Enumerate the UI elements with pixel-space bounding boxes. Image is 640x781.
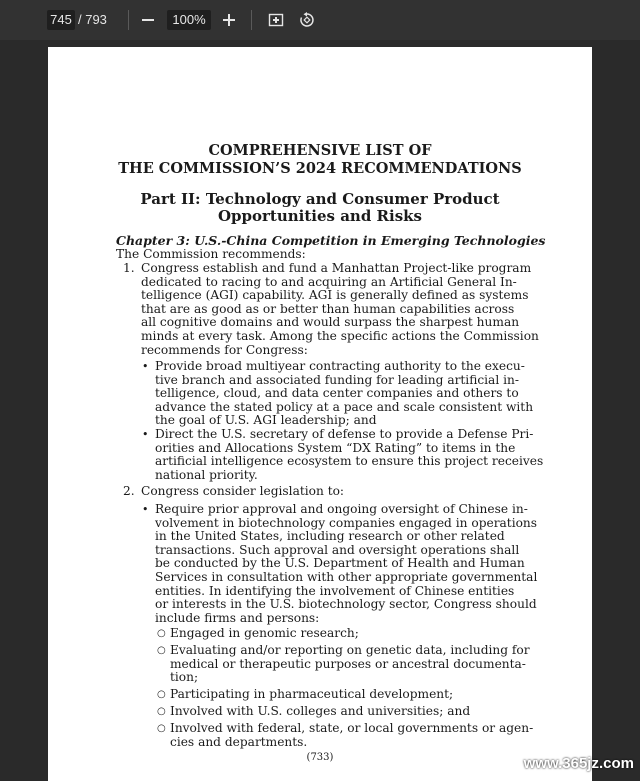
page-total: / 793	[78, 12, 107, 27]
sub-bullet-icon: ○	[157, 689, 166, 700]
sub-bullet-icon: ○	[157, 723, 166, 734]
recommendation-1-text: Congress establish and fund a Manhattan Project-like program dedicated to racing to and acquiring an Artificial General In- telligence (AGI) capability. AGI is generally defined as systems that are as good as or better than human capabilities across all cognitive domains and would surpass the sharpest human minds at every task. Among the specific actions the Commission recommends for Congress:	[141, 261, 539, 357]
intro-text: The Commission recommends:	[116, 247, 306, 261]
pdf-page	[48, 47, 592, 781]
sub-bullet-text: Involved with U.S. colleges and universities; and	[170, 704, 471, 718]
bullet-icon: •	[142, 503, 149, 516]
bullet-text: Provide broad multiyear contracting authority to the execu- tive branch and associated funding for leading artificial in- telligence, cloud, and data center companies and others to advance the stated policy at a pace and scale consistent with the goal of U.S. AGI leadership; and	[155, 359, 534, 428]
sub-bullet-text: Involved with federal, state, or local governments or agen- cies and departments.	[170, 721, 534, 749]
sub-bullet-text: Participating in pharmaceutical development;	[170, 687, 454, 701]
document-viewer[interactable]	[0, 40, 640, 781]
sub-bullet-icon: ○	[157, 706, 166, 717]
document-title-line-2: THE COMMISSION’S 2024 RECOMMENDATIONS	[118, 160, 522, 177]
minus-icon[interactable]	[137, 9, 159, 31]
sub-bullet-icon: ○	[157, 645, 166, 656]
part-heading-line-1: Part II: Technology and Consumer Product	[140, 190, 500, 208]
bullet-icon: •	[142, 428, 149, 441]
fit-page-icon[interactable]	[265, 9, 287, 31]
rotate-icon[interactable]	[296, 9, 318, 31]
toolbar-divider	[251, 10, 252, 30]
zoom-level-input[interactable]: 100%	[167, 10, 211, 30]
sub-bullet-text: Evaluating and/or reporting on genetic data, including for medical or therapeutic purposes or ancestral documenta- tion;	[170, 643, 530, 685]
page-number-input[interactable]: 745	[47, 10, 75, 30]
page-number: (733)	[306, 752, 334, 763]
bullet-text: Direct the U.S. secretary of defense to provide a Defense Pri- orities and Allocations System “DX Rating” to items in the artificial intelligence ecosystem to ensure this project receives national priority.	[155, 427, 544, 482]
list-number: 2.	[123, 484, 135, 498]
recommendation-2-text: Congress consider legislation to:	[141, 484, 345, 498]
sub-bullet-text: Engaged in genomic research;	[170, 626, 359, 640]
watermark: www.365jz.com	[523, 755, 634, 772]
toolbar-divider	[128, 10, 129, 30]
list-number: 1.	[123, 261, 135, 275]
bullet-icon: •	[142, 360, 149, 373]
plus-icon[interactable]	[218, 9, 240, 31]
bullet-text: Require prior approval and ongoing oversight of Chinese in- volvement in biotechnology companies engaged in operations in the United States, including research or other related transactions. Such approval and oversight operations shall be conducted by the U.S. Department of Health and Human Services in consultation with other appropriate governmental entities. In identifying the involvement of Chinese entities or interests in the U.S. biotechnology sector, Congress should include firms and persons:	[155, 502, 538, 625]
part-heading-line-2: Opportunities and Risks	[217, 207, 422, 225]
pdf-toolbar	[0, 0, 640, 40]
chapter-heading: Chapter 3: U.S.-China Competition in Emerging Technologies	[116, 233, 546, 248]
document-title-line-1: COMPREHENSIVE LIST OF	[208, 142, 432, 159]
sub-bullet-icon: ○	[157, 628, 166, 639]
